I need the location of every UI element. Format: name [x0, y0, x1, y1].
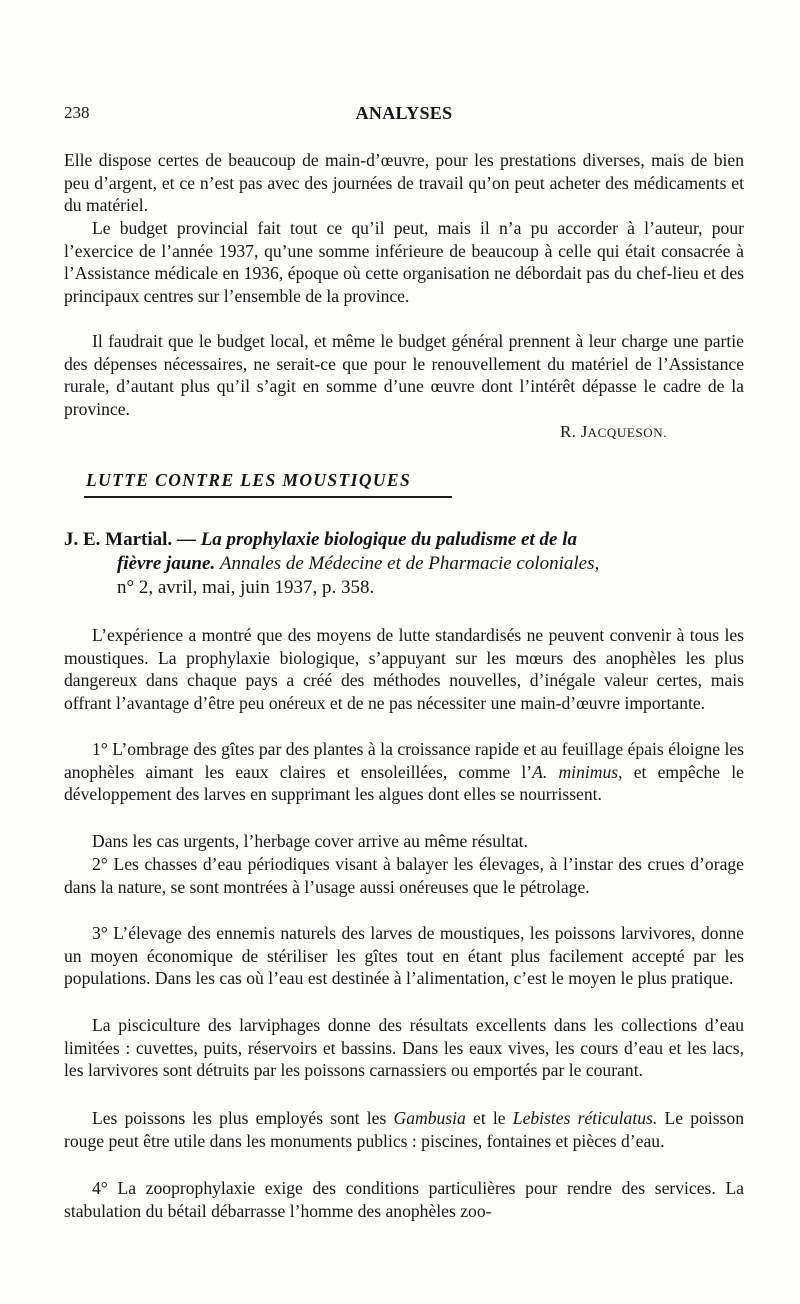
section-heading: LUTTE CONTRE LES MOUSTIQUES [86, 470, 412, 490]
running-title: ANALYSES [355, 103, 453, 123]
para7-text-a: Les poissons les plus employés sont les [92, 1108, 394, 1128]
section-underline [84, 496, 452, 498]
review-signature [560, 422, 667, 442]
genus-gambusia: Gambusia [393, 1108, 466, 1128]
body-paragraph-2 [64, 738, 744, 806]
para7-text-b: et le [465, 1108, 513, 1128]
species-lebistes: Lebistes réticulatus. [512, 1108, 658, 1128]
page-header [64, 103, 744, 127]
bibliographic-reference [64, 528, 744, 600]
reference-author: J. E. Martial. [64, 529, 173, 550]
body-paragraph-7 [64, 1107, 744, 1152]
reference-line-1 [64, 528, 744, 552]
reference-title-part1: La prophylaxie biologique du paludisme et de la [200, 529, 577, 550]
reference-title-part2: fièvre jaune. [117, 553, 216, 574]
page-number: 238 [64, 103, 90, 122]
reference-line-2 [64, 552, 744, 576]
para2-text-b: , et empêche le développement des larves en supprimant les algues dont elles se nourrissent. [64, 761, 744, 805]
body-paragraph-8: 4° La zooprophylaxie exige des conditions particulières pour rendre des services. La stabulation du bétail débarrasse l’homme des anophèles zoo- [64, 1178, 744, 1221]
body-paragraph-5: 3° L’élevage des ennemis naturels des larves de moustiques, les poissons larvivores, donne un moyen économique de stériliser les gîtes tout en étant plus facilement accepté par les populations. Dans les cas où l’eau est destinée à l’alimentation, c’est le moyen le plus pratique. [64, 923, 744, 989]
para2-text-a: 1° L’ombrage des gîtes par des plantes à la croissance rapide et au feuillage épais éloigne les anophèles aimant les eaux claires et ensoleillées, comme l’ [64, 739, 744, 782]
paragraph-continuation-3: Il faudrait que le budget local, et même le budget général prennent à leur charge une partie des dépenses nécessaires, ne serait-ce que pour le renouvellement du matériel de l’Assistance rurale, d’autant plus qu’il s’agit en somme d’une œuvre dont l’intérêt dépasse le cadre de la province. [64, 331, 744, 419]
body-paragraph-6: La pisciculture des larviphages donne des résultats excellents dans les collections d’eau limitées : cuvettes, puits, réservoirs et bassins. Dans les eaux vives, les cours d’eau et les lacs, les larvivores sont détruits par les poissons carnassiers ou emportés par le courant. [64, 1015, 744, 1081]
body-paragraph-3: Dans les cas urgents, l’herbage cover arrive au même résultat. [92, 831, 528, 851]
body-paragraph-1: L’expérience a montré que des moyens de lutte standardisés ne peuvent convenir à tous les moustiques. La prophylaxie biologique, s’appuyant sur les mœurs des anophèles les plus dangereux dans chaque pays a créé des méthodes nouvelles, d’inégale valeur certes, mais offrant l’avantage d’être peu onéreux et de ne pas nécessiter une main-d’œuvre importante. [64, 625, 744, 713]
species-name: A. minimus [532, 761, 619, 782]
reference-details: n° 2, avril, mai, juin 1937, p. 358. [117, 577, 375, 598]
reference-journal: Annales de Médecine et de Pharmacie coloniales, [219, 553, 600, 574]
reference-dash: — [172, 529, 201, 550]
paragraph-continuation-2: Le budget provincial fait tout ce qu’il peut, mais il n’a pu accorder à l’auteur, pour l’exercice de l’année 1937, qu’une somme inférieure de beaucoup à celle qui était consacrée à l’Assistance médicale en 1936, époque où cette organisation ne débordait pas du chef-lieu et des principaux centres sur l’ensemble de la province. [64, 218, 744, 306]
para7-text-c: Le poisson rouge peut être utile dans les monuments publics : piscines, fontaines et pièces d’eau. [64, 1108, 744, 1151]
signature-initial: R. J [560, 422, 588, 441]
paragraph-continuation-1: Elle dispose certes de beaucoup de main-d’œuvre, pour les prestations diverses, mais de bien peu d’argent, et ce n’est pas avec des journées de travail qu’on peut acheter des médicaments et du matériel. [64, 150, 744, 216]
body-paragraph-4: 2° Les chasses d’eau périodiques visant à balayer les élevages, à l’instar des crues d’orage dans la nature, se sont montrées à l’usage aussi onéreuses que le pétrolage. [64, 854, 744, 897]
signature-surname: ACQUESON. [587, 425, 668, 440]
